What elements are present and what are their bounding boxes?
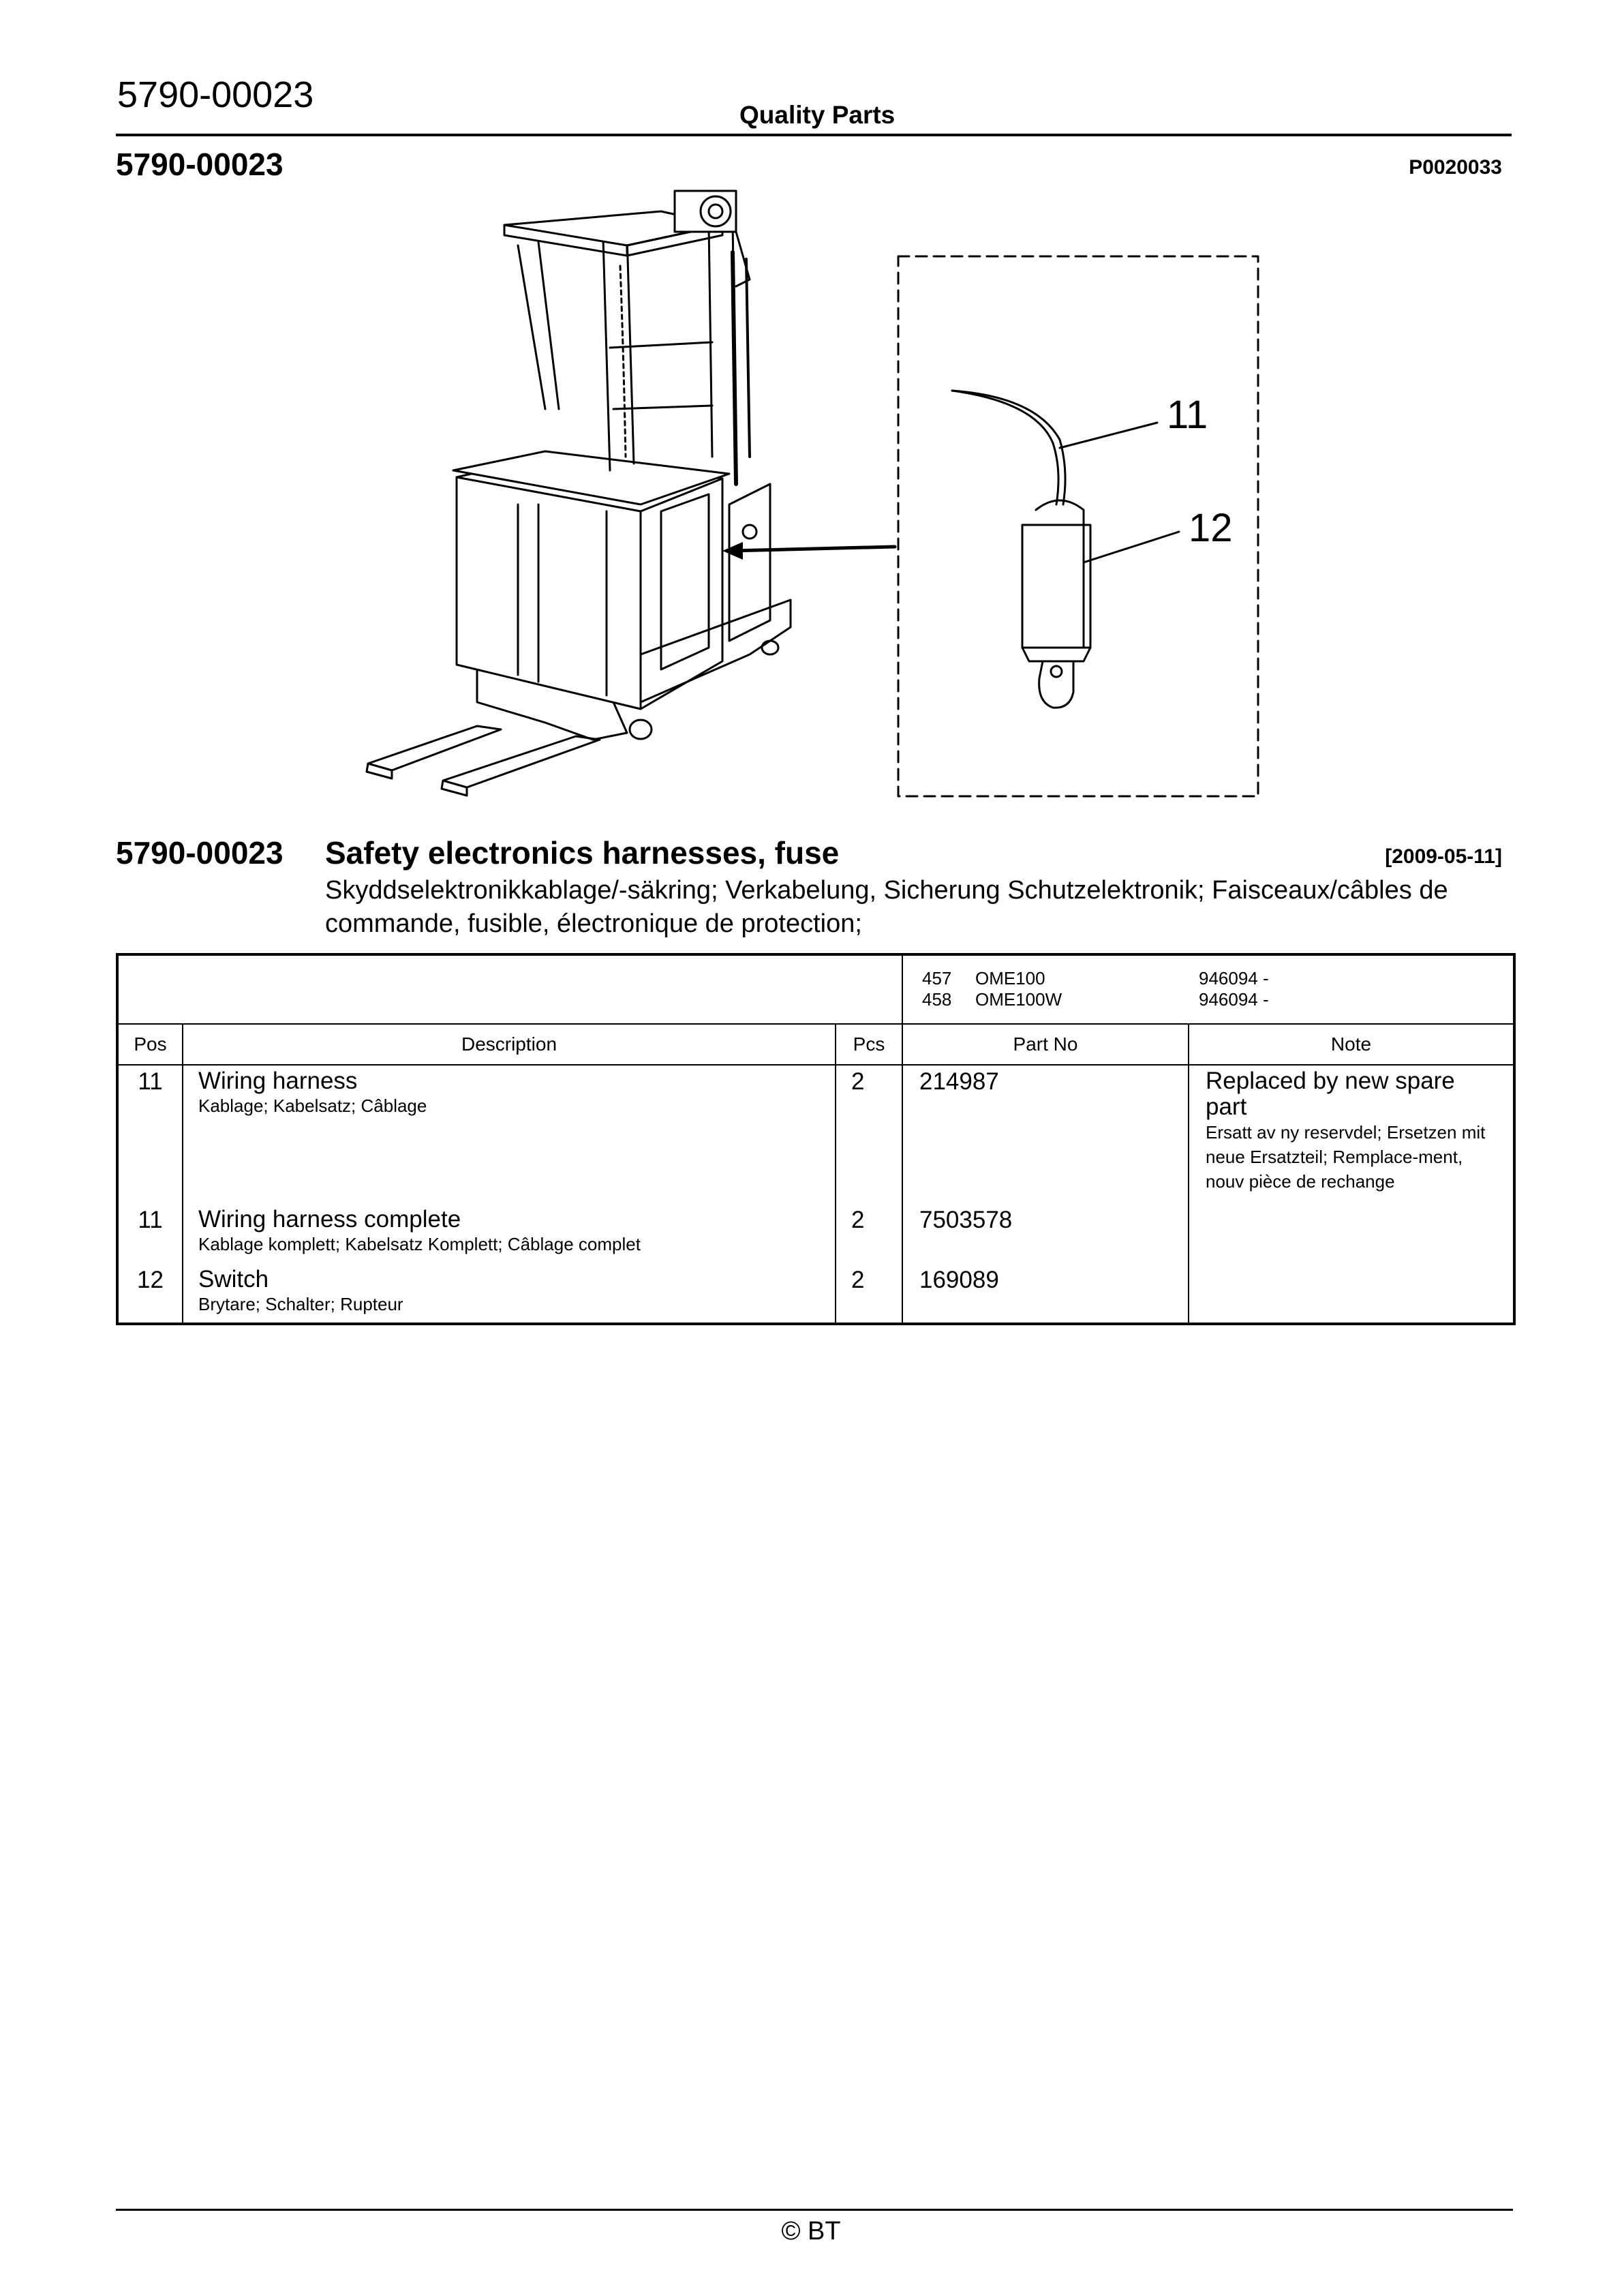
model-serial: 946094 - bbox=[1199, 968, 1269, 988]
row-part-no: 169089 bbox=[902, 1264, 1189, 1324]
header-divider bbox=[116, 134, 1512, 136]
note-text: Replaced by new spare part bbox=[1206, 1068, 1455, 1120]
table-row bbox=[117, 1204, 1514, 1264]
model-name: OME100 bbox=[975, 968, 1045, 988]
section-code: 5790-00023 bbox=[116, 835, 284, 871]
model-name: OME100W bbox=[975, 989, 1062, 1010]
model-applicability-row bbox=[117, 954, 1514, 1024]
page-header-title: Quality Parts bbox=[739, 101, 896, 129]
row-part-no: 214987 bbox=[902, 1065, 1189, 1204]
section-title: Safety electronics harnesses, fuse bbox=[325, 835, 840, 871]
footer-copyright: © BT bbox=[781, 2217, 841, 2246]
description-translations: Kablage; Kabelsatz; Câblage bbox=[198, 1096, 427, 1116]
description-translations: Brytare; Schalter; Rupteur bbox=[198, 1294, 403, 1314]
row-pos: 12 bbox=[117, 1264, 183, 1324]
row-description bbox=[183, 1264, 836, 1324]
row-note bbox=[1189, 1065, 1514, 1204]
column-header-note: Note bbox=[1189, 1024, 1514, 1065]
callout-12: 12 bbox=[1189, 506, 1233, 550]
description-text: Wiring harness bbox=[198, 1068, 358, 1094]
row-part-no: 7503578 bbox=[902, 1204, 1189, 1264]
column-header-pcs: Pcs bbox=[836, 1024, 902, 1065]
description-translations: Kablage komplett; Kabelsatz Komplett; Câblage complet bbox=[198, 1234, 641, 1254]
model-serial: 946094 - bbox=[1199, 989, 1269, 1010]
exploded-view-illustration bbox=[341, 184, 1281, 804]
illustration-group-code: 5790-00023 bbox=[116, 147, 284, 182]
note-translations: Ersatt av ny reservdel; Ersetzen mit neue Ersatzteil; Remplace-ment, nouv pièce de rechange bbox=[1206, 1122, 1486, 1192]
row-note bbox=[1189, 1204, 1514, 1264]
row-pcs: 2 bbox=[836, 1264, 902, 1324]
row-pos: 11 bbox=[117, 1065, 183, 1204]
row-pos: 11 bbox=[117, 1204, 183, 1264]
callout-11: 11 bbox=[1167, 393, 1208, 437]
parts-table bbox=[116, 953, 1516, 1325]
wiring-harness-and-switch-drawing bbox=[952, 391, 1090, 708]
table-row bbox=[117, 1065, 1514, 1204]
row-description bbox=[183, 1065, 836, 1204]
callout-leader-11 bbox=[1060, 423, 1157, 448]
description-text: Wiring harness complete bbox=[198, 1206, 461, 1233]
order-picker-truck-drawing bbox=[367, 191, 791, 796]
table-header-row bbox=[117, 1024, 1514, 1065]
column-header-part-no: Part No bbox=[902, 1024, 1189, 1065]
illustration-reference: P0020033 bbox=[1409, 156, 1502, 179]
column-header-pos: Pos bbox=[117, 1024, 183, 1065]
model-list bbox=[902, 954, 1514, 1024]
model-number: 457 bbox=[922, 968, 952, 988]
section-description: Skyddselektronikkablage/-säkring; Verkabelung, Sicherung Schutzelektronik; Faisceaux/câbles de commande, fusible, électronique de protection; bbox=[325, 876, 1448, 938]
footer-divider bbox=[116, 2209, 1513, 2211]
description-text: Switch bbox=[198, 1266, 269, 1293]
location-arrow bbox=[722, 542, 895, 560]
row-note bbox=[1189, 1264, 1514, 1324]
model-line bbox=[922, 989, 1513, 1010]
model-number: 458 bbox=[922, 989, 952, 1010]
row-pcs: 2 bbox=[836, 1204, 902, 1264]
table-row bbox=[117, 1264, 1514, 1324]
page-header-code: 5790-00023 bbox=[117, 74, 314, 115]
column-header-description: Description bbox=[183, 1024, 836, 1065]
row-pcs: 2 bbox=[836, 1065, 902, 1204]
row-description bbox=[183, 1204, 836, 1264]
callout-leader-12 bbox=[1084, 532, 1179, 562]
section-date: [2009-05-11] bbox=[1385, 845, 1502, 868]
model-line bbox=[922, 968, 1513, 989]
